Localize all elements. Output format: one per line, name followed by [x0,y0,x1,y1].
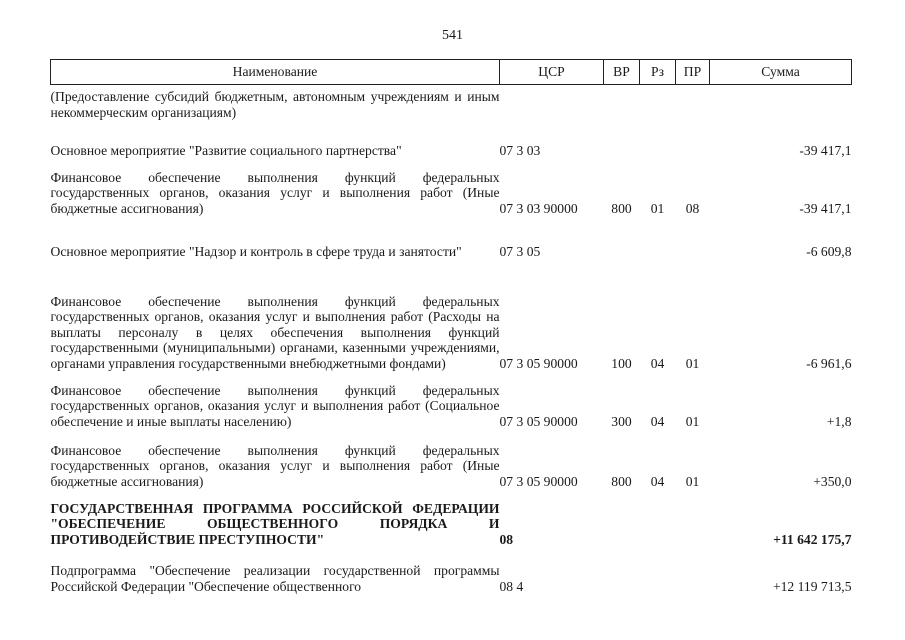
row-sum: +12 119 713,5 [772,578,852,594]
row-name: Финансовое обеспечение выполнения функций федеральных государственных органов, оказания услуг и выполнения работ (Социальное обеспечение и иные выплаты населению) [50,382,500,429]
row-csr [500,85,604,121]
row-csr: 08 4 [499,578,524,594]
row-csr: 07 3 05 90000 [499,413,578,429]
column-header-rz: Рз [640,60,676,85]
row-pr: 01 [685,413,700,429]
row-name: Финансовое обеспечение выполнения функций федеральных государственных органов, оказания услуг и выполнения работ (Иные бюджетные ассигнования) [50,442,500,489]
row-name: Подпрограмма "Обеспечение реализации государственной программы Российской Федерации "Обеспечение общественного [50,563,500,594]
row-csr: 08 [499,531,514,547]
row-vr: 800 [611,200,632,216]
row-rz [640,489,676,547]
row-rz: 01 [650,200,665,216]
row-vr [604,120,640,158]
row-rz: 04 [650,473,665,489]
table-header-row [51,60,852,85]
row-rz [640,216,676,259]
table-row [51,547,852,594]
row-csr: 07 3 05 90000 [499,473,578,489]
row-sum: -6 961,6 [806,355,852,371]
row-name: Основное мероприятие "Надзор и контроль в сфере труда и занятости" [50,243,462,259]
row-pr [676,489,710,547]
table-row [51,259,852,371]
column-header-sum: Сумма [710,60,852,85]
row-rz: 04 [650,413,665,429]
row-pr [676,120,710,158]
row-csr: 07 3 05 [499,243,541,259]
row-sum: -39 417,1 [799,142,852,158]
table-row [51,85,852,121]
row-sum: -6 609,8 [806,243,852,259]
page-number: 541 [442,28,463,43]
row-vr [604,85,640,121]
row-vr [604,216,640,259]
row-pr [676,547,710,594]
row-sum: +350,0 [813,473,852,489]
row-sum: -39 417,1 [799,200,852,216]
row-vr: 800 [611,473,632,489]
column-header-name: Наименование [51,60,500,85]
column-header-pr: ПР [676,60,710,85]
table-row [51,429,852,489]
row-sum: +1,8 [826,413,852,429]
row-rz [640,120,676,158]
row-csr: 07 3 03 [499,142,541,158]
row-pr [676,216,710,259]
row-csr: 07 3 03 90000 [499,200,578,216]
row-name: Финансовое обеспечение выполнения функций федеральных государственных органов, оказания услуг и выполнения работ (Расходы на выплаты персоналу в целях обеспечения выполнения функций государственными (муниципальными) органами, казенными учреждениями, органами управления государственными внебюджетными фондами) [50,293,500,371]
column-header-vr: ВР [604,60,640,85]
row-rz: 04 [650,355,665,371]
row-sum: +11 642 175,7 [773,531,852,547]
row-pr [676,85,710,121]
row-sum [710,85,852,121]
table-row [51,371,852,429]
row-name: Финансовое обеспечение выполнения функций федеральных государственных органов, оказания услуг и выполнения работ (Иные бюджетные ассигнования) [50,169,500,216]
row-vr: 300 [611,413,632,429]
row-pr: 08 [685,200,700,216]
row-name: Основное мероприятие "Развитие социального партнерства" [50,142,402,158]
row-csr: 07 3 05 90000 [499,355,578,371]
row-vr [604,489,640,547]
budget-table [50,59,852,594]
table-row [51,216,852,259]
row-pr: 01 [685,473,700,489]
row-vr: 100 [611,355,632,371]
row-name: (Предоставление субсидий бюджетным, автономным учреждениям и иным некоммерческим организациям) [50,89,500,120]
row-vr [604,547,640,594]
table-row [51,120,852,158]
row-name: ГОСУДАРСТВЕННАЯ ПРОГРАММА РОССИЙСКОЙ ФЕДЕРАЦИИ "ОБЕСПЕЧЕНИЕ ОБЩЕСТВЕННОГО ПОРЯДКА И ПРОТИВОДЕЙСТВИЕ ПРЕСТУПНОСТИ" [50,500,500,547]
row-rz [640,547,676,594]
table-row [51,489,852,547]
table-row [51,158,852,216]
column-header-csr: ЦСР [500,60,604,85]
row-rz [640,85,676,121]
row-pr: 01 [685,355,700,371]
